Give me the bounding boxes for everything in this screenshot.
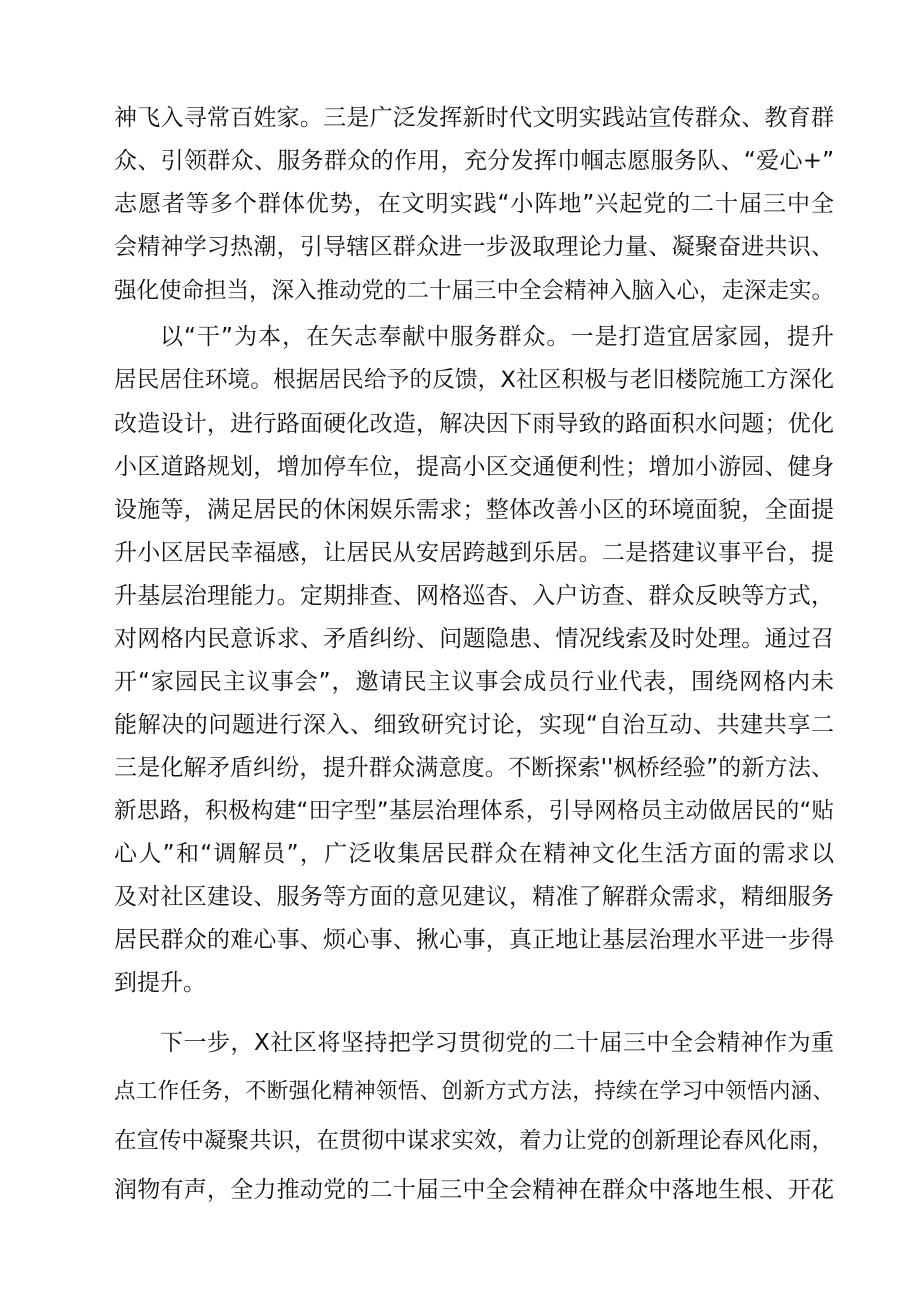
text-line: 众、引领群众、服务群众的作用，充分发挥巾帼志愿服务队、“爱心+” xyxy=(114,148,834,174)
text-line: 设施等，满足居民的休闲娱乐需求；整体改善小区的环境面貌，全面提 xyxy=(114,497,834,523)
text-line: 强化使命担当，深入推动党的二十届三中全会精神入脑入心，走深走实。 xyxy=(114,278,835,304)
text-line: 会精神学习热潮，引导辖区群众进一步汲取理论力量、凝聚奋进共识、 xyxy=(114,234,834,260)
text-line: 志愿者等多个群体优势，在文明实践“小阵地”兴起党的二十届三中全 xyxy=(114,191,834,217)
text-line: 在宣传中凝聚共识，在贯彻中谋求实效，着力让党的创新理论春风化雨， xyxy=(114,1128,835,1154)
text-line: 心人”和“调解员”，广泛收集居民群众在精神文化生活方面的需求以 xyxy=(114,841,834,867)
text-line: 能解决的问题进行深入、细致研究讨论，实现“自治互动、共建共享二 xyxy=(114,712,834,738)
text-line: 润物有声，全力推动党的二十届三中全会精神在群众中落地生根、开花 xyxy=(114,1177,834,1203)
text-line: 居民居住环境。根据居民给予的反馈，X社区积极与老旧楼院施工方深化 xyxy=(114,367,834,393)
text-line: 点工作任务，不断强化精神领悟、创新方式方法，持续在学习中领悟内涵、 xyxy=(114,1079,834,1104)
text-line: 升基层治理能力。定期排查、网格巡杳、入户访查、群众反映等方式， xyxy=(114,583,834,609)
text-line: 三是化解矛盾纠纷，提升群众满意度。不断探索''枫桥经验”的新方法、 xyxy=(114,755,834,781)
text-line: 改造设计，进行路面硬化改造，解决因下雨导致的路面积水问题；优化 xyxy=(114,411,834,437)
text-line: 对网格内民意诉求、矛盾纠纷、问题隐患、情况线索及时处理。通过召 xyxy=(114,626,834,652)
text-line: 居民群众的难心事、烦心事、揪心事，真正地让基层治理水平进一步得 xyxy=(114,927,834,953)
text-line: 升小区居民幸福感，让居民从安居跨越到乐居。二是搭建议事平台，提 xyxy=(114,540,834,566)
text-line: 下一步，X社区将坚持把学习贯彻党的二十届三中全会精神作为重 xyxy=(160,1030,834,1056)
text-line: 以“干”为本，在矢志奉献中服务群众。一是打造宜居家园，提升 xyxy=(160,324,834,350)
text-line: 到提升。 xyxy=(114,970,206,996)
text-line: 小区道路规划，增加停车位，提高小区交通便利性；增加小游园、健身 xyxy=(114,454,834,480)
text-line: 神飞入寻常百姓家。三是广泛发挥新时代文明实践站宣传群众、教育群 xyxy=(114,105,834,131)
text-line: 新思路，积极构建“田字型”基层治理体系，引导网格员主动做居民的“贴 xyxy=(114,798,834,824)
text-line: 及对社区建设、服务等方面的意见建议，精准了解群众需求，精细服务 xyxy=(114,884,834,910)
text-line: 开“家园民主议事会”，邀请民主议事会成员行业代表，围绕网格内未 xyxy=(114,669,834,695)
